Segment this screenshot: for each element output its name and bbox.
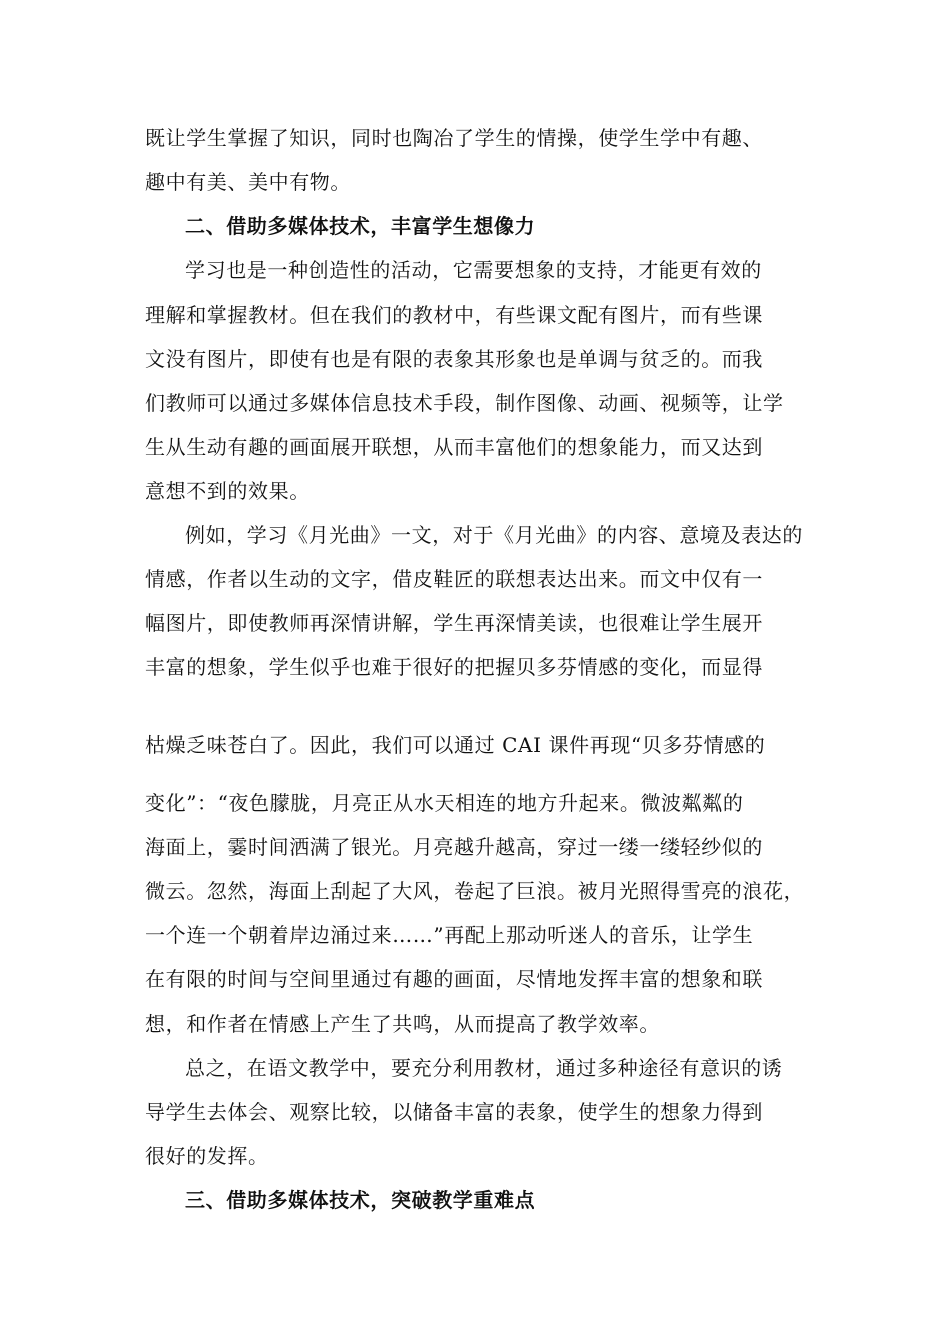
text-line: 导学生去体会、观察比较，以储备丰富的表象，使学生的想象力得到 [145,1100,763,1124]
text-line: 想，和作者在情感上产生了共鸣，从而提高了教学效率。 [145,1012,660,1036]
text-line: 丰富的想象，学生似乎也难于很好的把握贝多芬情感的变化，而显得 [145,655,763,679]
text-line: 趣中有美、美中有物。 [145,170,351,194]
section-heading: 二、借助多媒体技术，丰富学生想像力 [185,214,536,238]
text-line: 总之，在语文教学中，要充分利用教材，通过多种途径有意识的诱 [185,1056,783,1080]
text-line: 在有限的时间与空间里通过有趣的画面，尽情地发挥丰富的想象和联 [145,967,763,991]
text-line: 理解和掌握教材。但在我们的教材中，有些课文配有图片，而有些课 [145,303,763,327]
text-line: 学习也是一种创造性的活动，它需要想象的支持，才能更有效的 [185,258,762,282]
text-line: 例如，学习《月光曲》一文，对于《月光曲》的内容、意境及表达的 [185,523,803,547]
text-line: 文没有图片，即使有也是有限的表象其形象也是单调与贫乏的。而我 [145,347,763,371]
text-line: 们教师可以通过多媒体信息技术手段，制作图像、动画、视频等，让学 [145,391,784,415]
text-line: 枯燥乏味苍白了。因此，我们可以通过 CAI 课件再现“贝多芬情感的 [145,733,766,757]
text-line: 意想不到的效果。 [145,479,310,503]
text-line: 一个连一个朝着岸边涌过来……”再配上那动听迷人的音乐，让学生 [145,923,754,947]
text-line: 情感，作者以生动的文字，借皮鞋匠的联想表达出来。而文中仅有一 [145,567,763,591]
section-heading: 三、借助多媒体技术，突破教学重难点 [185,1188,536,1212]
text-line: 既让学生掌握了知识，同时也陶冶了学生的情操，使学生学中有趣、 [145,126,763,150]
text-line: 生从生动有趣的画面展开联想，从而丰富他们的想象能力，而又达到 [145,435,763,459]
text-line: 幅图片，即使教师再深情讲解，学生再深情美读，也很难让学生展开 [145,611,763,635]
text-line: 变化”：“夜色朦胧，月亮正从水天相连的地方升起来。微波粼粼的 [145,791,744,815]
text-line: 海面上，霎时间洒满了银光。月亮越升越高，穿过一缕一缕轻纱似的 [145,835,763,859]
text-line: 很好的发挥。 [145,1144,269,1168]
text-line: 微云。忽然，海面上刮起了大风，卷起了巨浪。被月光照得雪亮的浪花， [145,879,805,903]
